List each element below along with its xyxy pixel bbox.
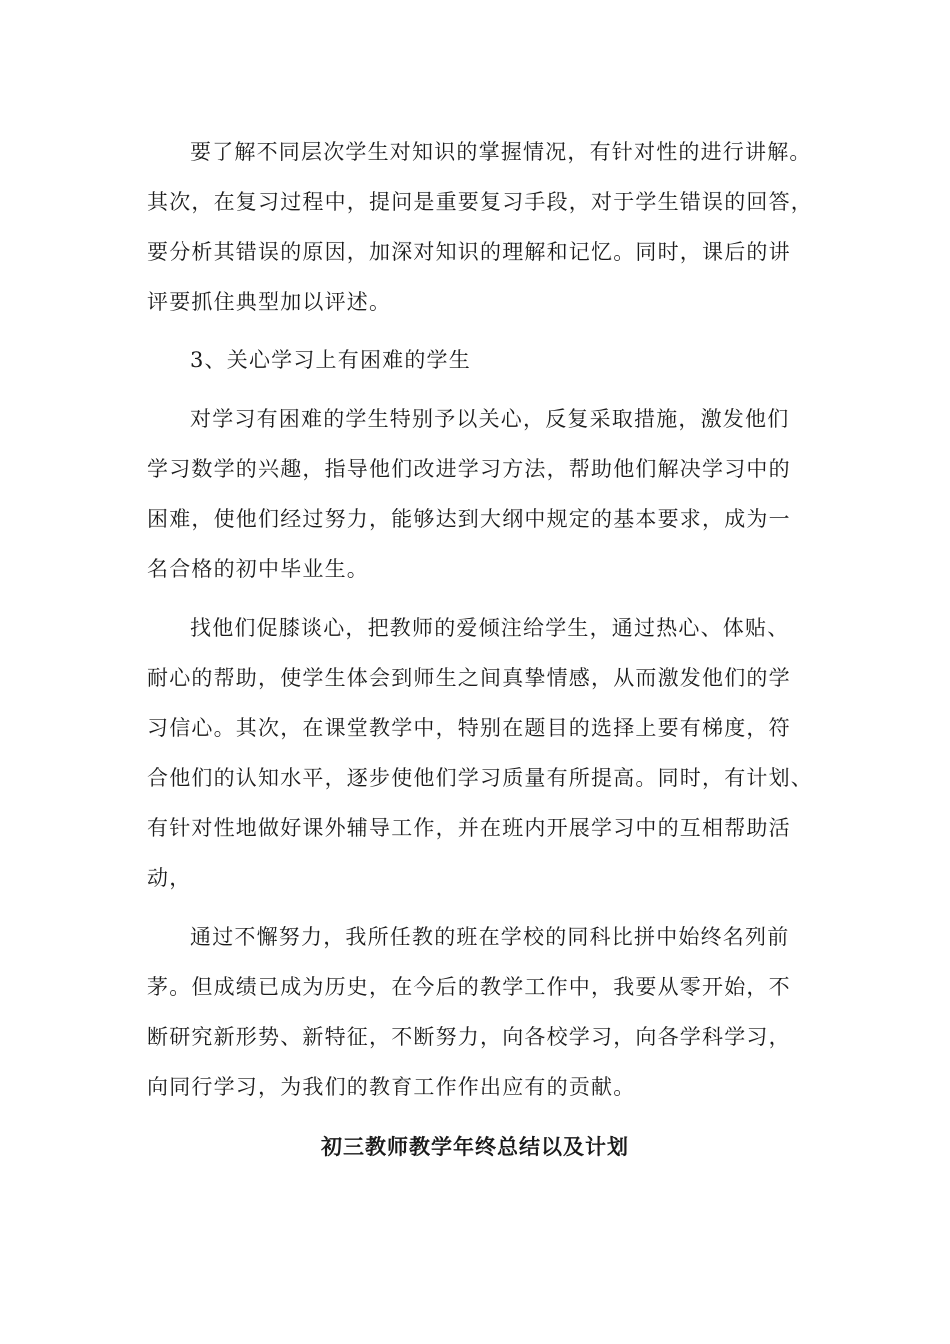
list-heading-3: 3、关心学习上有困难的学生 bbox=[190, 348, 471, 372]
paragraph-1-line-4: 评要抓住典型加以评述。 bbox=[147, 290, 392, 314]
paragraph-3-line-3: 困难，使他们经过努力，能够达到大纲中规定的基本要求，成为一 bbox=[147, 507, 791, 531]
paragraph-4-line-4: 合他们的认知水平，逐步使他们学习质量有所提高。同时，有计划、 bbox=[147, 766, 813, 790]
paragraph-1-line-1: 要了解不同层次学生对知识的掌握情况，有针对性的进行讲解。 bbox=[190, 140, 812, 164]
paragraph-3-line-2: 学习数学的兴趣，指导他们改进学习方法，帮助他们解决学习中的 bbox=[147, 457, 791, 481]
paragraph-4-line-3: 习信心。其次，在课堂教学中，特别在题目的选择上要有梯度，符 bbox=[147, 716, 791, 740]
paragraph-5-line-4: 向同行学习，为我们的教育工作作出应有的贡献。 bbox=[147, 1075, 636, 1099]
section-title: 初三教师教学年终总结以及计划 bbox=[321, 1134, 629, 1159]
paragraph-3-line-4: 名合格的初中毕业生。 bbox=[147, 557, 369, 581]
paragraph-4-line-2: 耐心的帮助，使学生体会到师生之间真挚情感，从而激发他们的学 bbox=[147, 666, 791, 690]
paragraph-5-line-3: 断研究新形势、新特征，不断努力，向各校学习，向各学科学习， bbox=[147, 1025, 791, 1049]
paragraph-4-line-6: 动， bbox=[147, 866, 192, 890]
paragraph-4-line-5: 有针对性地做好课外辅导工作，并在班内开展学习中的互相帮助活 bbox=[147, 816, 791, 840]
paragraph-1-line-3: 要分析其错误的原因，加深对知识的理解和记忆。同时，课后的讲 bbox=[147, 240, 791, 264]
paragraph-5-line-1: 通过不懈努力，我所任教的班在学校的同科比拼中始终名列前 bbox=[190, 925, 790, 949]
paragraph-4-line-1: 找他们促膝谈心，把教师的爱倾注给学生，通过热心、体贴、 bbox=[190, 616, 790, 640]
paragraph-3-line-1: 对学习有困难的学生特别予以关心，反复采取措施，激发他们 bbox=[190, 407, 790, 431]
paragraph-5-line-2: 茅。但成绩已成为历史，在今后的教学工作中，我要从零开始，不 bbox=[147, 975, 791, 999]
paragraph-1-line-2: 其次，在复习过程中，提问是重要复习手段，对于学生错误的回答， bbox=[147, 190, 813, 214]
